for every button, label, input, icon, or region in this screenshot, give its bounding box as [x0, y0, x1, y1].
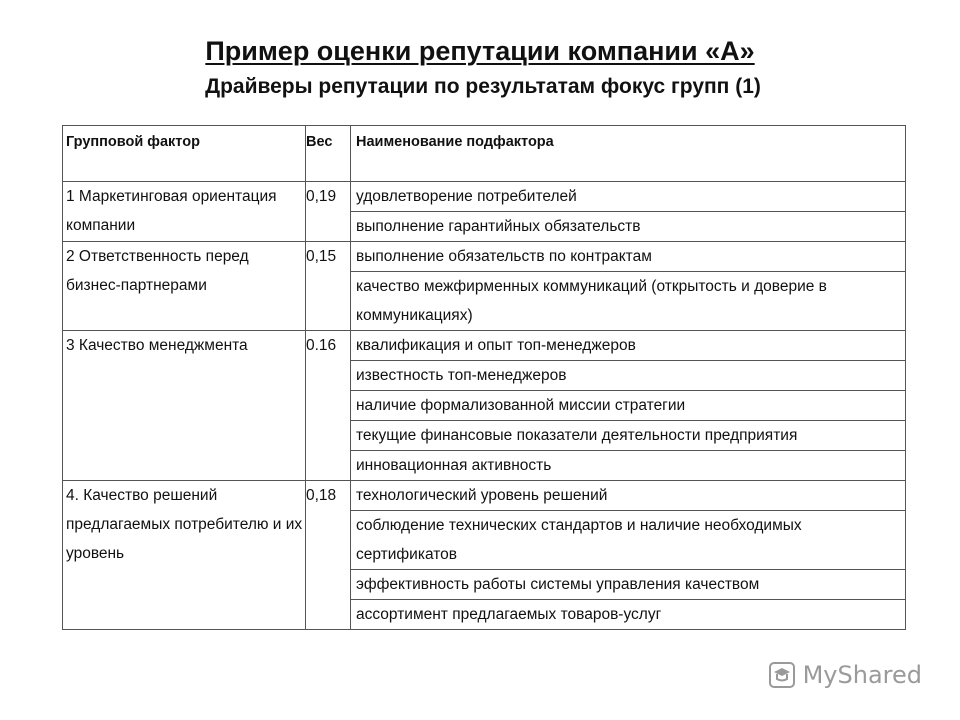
table-row: [63, 242, 906, 272]
group-weight-3: 0.16: [306, 331, 351, 481]
slide-subtitle: Драйверы репутации по результатам фокус групп (1): [205, 75, 761, 98]
subfactor-cell: наличие формализованной миссии стратегии: [351, 391, 906, 421]
slide-title: Пример оценки репутации компании «А»: [205, 36, 755, 66]
group-weight-2: 0,15: [306, 242, 351, 331]
table-header-row: [63, 126, 906, 182]
subfactor-cell: известность топ-менеджеров: [351, 361, 906, 391]
header-subfactor: Наименование подфактора: [351, 126, 906, 182]
mortarboard-icon: [767, 660, 797, 690]
subfactor-cell: инновационная активность: [351, 451, 906, 481]
watermark-logo: [767, 660, 922, 690]
group-factor-3: 3 Качество менеджмента: [63, 331, 306, 481]
header-weight: Вес: [306, 126, 351, 182]
watermark-text: MyShared: [802, 661, 922, 689]
subfactor-cell: удовлетворение потребителей: [351, 182, 906, 212]
subfactor-cell: качество межфирменных коммуникаций (открытость и доверие в коммуникациях): [351, 272, 906, 331]
table-row: [63, 182, 906, 212]
header-factor: Групповой фактор: [63, 126, 306, 182]
group-factor-1: 1 Маркетинговая ориентация компании: [63, 182, 306, 242]
subfactor-cell: квалификация и опыт топ-менеджеров: [351, 331, 906, 361]
group-factor-2: 2 Ответственность перед бизнес-партнерами: [63, 242, 306, 331]
group-weight-4: 0,18: [306, 481, 351, 630]
subfactor-cell: соблюдение технических стандартов и наличие необходимых сертификатов: [351, 511, 906, 570]
group-factor-4: 4. Качество решений предлагаемых потребителю и их уровень: [63, 481, 306, 630]
subfactor-cell: технологический уровень решений: [351, 481, 906, 511]
subfactor-cell: эффективность работы системы управления качеством: [351, 570, 906, 600]
reputation-table: [62, 125, 906, 630]
subfactor-cell: выполнение гарантийных обязательств: [351, 212, 906, 242]
table-row: [63, 481, 906, 511]
table-row: [63, 331, 906, 361]
subfactor-cell: ассортимент предлагаемых товаров-услуг: [351, 600, 906, 630]
subfactor-cell: выполнение обязательств по контрактам: [351, 242, 906, 272]
subfactor-cell: текущие финансовые показатели деятельности предприятия: [351, 421, 906, 451]
group-weight-1: 0,19: [306, 182, 351, 242]
